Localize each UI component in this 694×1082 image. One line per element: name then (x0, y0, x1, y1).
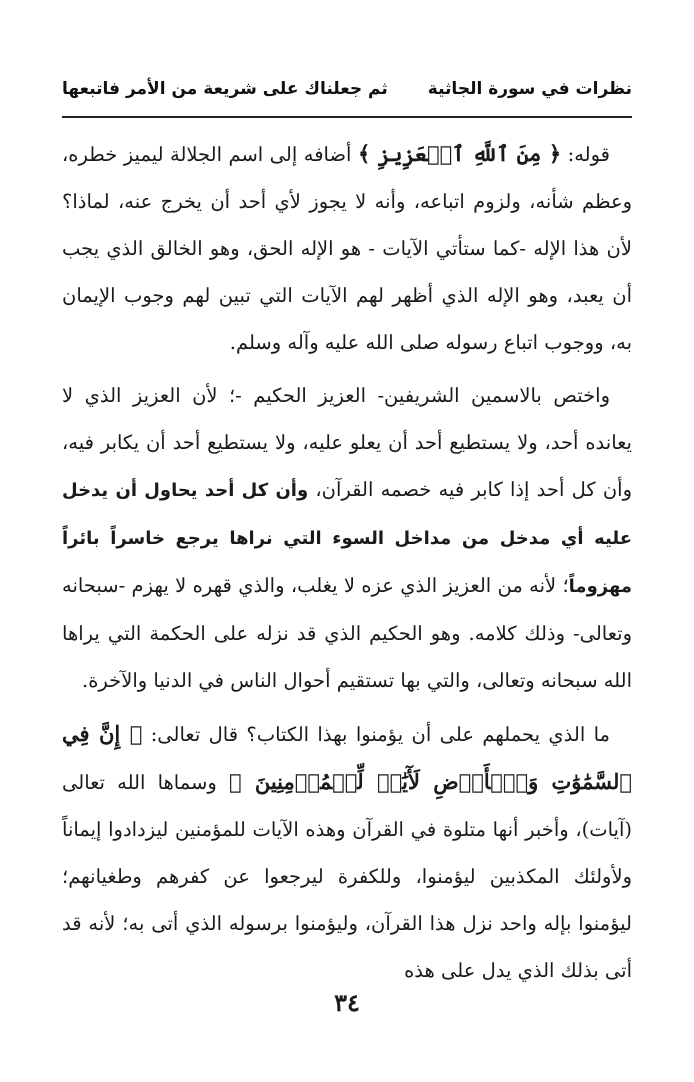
paragraph-2-text-a: واختص بالاسمين الشريفين- العزيز الحكيم -؛ لأن العزيز الذي لا يعانده أحد، ولا يستطيع أحد أن يعلو عليه، ولا يستطيع أحد أن يكابر فيه، وأن كل أحد إذا كابر فيه خصمه القرآن، (62, 384, 632, 501)
page-body (62, 130, 632, 994)
page-number: ٣٤ (334, 988, 360, 1017)
header-chapter-title: نظرات في سورة الجاثية (427, 79, 632, 99)
paragraph-2 (62, 372, 632, 704)
quran-verse-2: ﴿ إِنَّ فِي ٱلسَّمَٰوَٰتِ وَٱلۡأَرۡضِ لَأٓيَٰتٖ لِّلۡمُؤۡمِنِينَ ﴾ (62, 721, 632, 794)
paragraph-3-intro: ما الذي يحملهم على أن يؤمنوا بهذا الكتاب؟ قال تعالى: (142, 723, 610, 746)
paragraph-1-text: أضافه إلى اسم الجلالة ليميز خطره، وعظم شأنه، ولزوم اتباعه، وأنه لا يجوز لأي أحد أن يخرج عنه، لماذا؟ لأن هذا الإله -كما ستأتي الآيات - هو الإله الحق، وهو الخالق الذي يجب أن يعبد، وهو الإله الذي أظهر لهم الآيات التي تبين لهم وجوب الإيمان به، ووجوب اتباع رسوله صلى الله عليه وآله وسلم. (62, 143, 632, 354)
paragraph-3 (62, 710, 632, 994)
paragraph-2-text-b: ؛ لأنه من العزيز الذي عزه لا يغلب، والذي قهره لا يهزم -سبحانه وتعالى- وذلك كلامه. وهو الحكيم الذي قد نزله على الحكمة التي يراها الله سبحانه وتعالى، والتي بها تستقيم أحوال الناس في الدنيا والآخرة. (62, 574, 632, 692)
paragraph-1 (62, 130, 632, 366)
running-header (62, 72, 632, 106)
header-section-title: ثم جعلناك على شريعة من الأمر فاتبعها (62, 79, 388, 99)
paragraph-3-text: وسماها الله تعالى (آيات)، وأخبر أنها متلوة في القرآن وهذه الآيات للمؤمنين ليزدادوا إيماناً ولأولئك المكذبين ليؤمنوا، وللكفرة ليرجعوا عن كفرهم وطغيانهم؛ ليؤمنوا بإله واحد نزل هذا القرآن، وليؤمنوا برسوله الذي أتى به؛ لأنه قد أتى بذلك الذي يدل على هذه (62, 771, 632, 982)
quran-verse-1: ﴿ مِنَ ٱللَّهِ ٱلۡعَزِيزِ ﴾ (357, 141, 562, 166)
header-divider (62, 116, 632, 118)
paragraph-2-emphasis: وأن كل أحد يحاول أن يدخل عليه أي مدخل من مداخل السوء التي نراها يرجع خاسراً بائراً مهزوماً (62, 480, 632, 597)
paragraph-1-intro: قوله: (561, 143, 610, 166)
